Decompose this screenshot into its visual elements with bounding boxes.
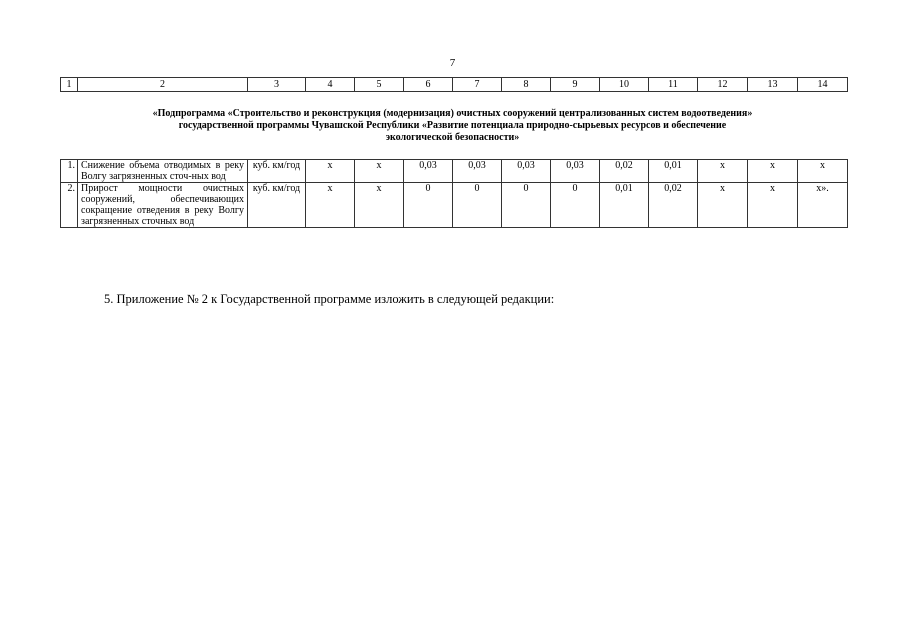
value-cell: 0 [551, 183, 600, 228]
column-number: 2 [78, 78, 248, 92]
value-cell: 0,03 [502, 160, 551, 183]
value-cell: x [748, 160, 798, 183]
column-number: 1 [61, 78, 78, 92]
column-number: 14 [798, 78, 848, 92]
column-number: 4 [306, 78, 355, 92]
column-number: 13 [748, 78, 798, 92]
value-cell: 0 [453, 183, 502, 228]
column-number: 9 [551, 78, 600, 92]
column-number: 10 [600, 78, 649, 92]
indicator-name: Прирост мощности очистных сооружений, обеспечивающих сокращение отведения в реку Волгу загрязненных сточных вод [78, 183, 248, 228]
value-cell: x [698, 160, 748, 183]
value-cell: 0,03 [551, 160, 600, 183]
column-number: 5 [355, 78, 404, 92]
column-number: 11 [649, 78, 698, 92]
table-row [61, 183, 848, 228]
row-number: 1. [61, 160, 78, 183]
subprogram-title [80, 108, 825, 144]
value-cell: 0,02 [600, 160, 649, 183]
value-cell: x [355, 160, 404, 183]
value-cell: x [798, 160, 848, 183]
table-row [61, 160, 848, 183]
value-cell: 0,03 [404, 160, 453, 183]
value-cell: x [306, 160, 355, 183]
column-number: 3 [248, 78, 306, 92]
page-number: 7 [449, 57, 456, 69]
column-number: 8 [502, 78, 551, 92]
column-number: 12 [698, 78, 748, 92]
column-number-header [60, 77, 848, 92]
subprogram-title-line: экологической безопасности» [385, 132, 520, 143]
unit-cell: куб. км/год [248, 160, 306, 183]
value-cell: 0 [502, 183, 551, 228]
unit-cell: куб. км/год [248, 183, 306, 228]
subprogram-title-line: «Подпрограмма «Строительство и реконструкция (модернизация) очистных сооружений централизованных систем водоотведения» [152, 108, 753, 119]
value-cell: 0,03 [453, 160, 502, 183]
indicator-name: Снижение объема отводимых в реку Волгу загрязненных сточ-ных вод [78, 160, 248, 183]
header-row [61, 78, 848, 92]
value-cell: 0,01 [649, 160, 698, 183]
subprogram-title-line: государственной программы Чувашской Республики «Развитие потенциала природно-сырьевых ресурсов и обеспечение [178, 120, 727, 131]
value-cell: 0 [404, 183, 453, 228]
value-cell: x [355, 183, 404, 228]
value-cell: 0,01 [600, 183, 649, 228]
row-number: 2. [61, 183, 78, 228]
value-cell: 0,02 [649, 183, 698, 228]
column-number: 6 [404, 78, 453, 92]
column-number: 7 [453, 78, 502, 92]
indicator-table [60, 159, 848, 228]
value-cell: x [306, 183, 355, 228]
body-paragraph: 5. Приложение № 2 к Государственной программе изложить в следующей редакции: [104, 292, 555, 306]
value-cell: x [698, 183, 748, 228]
value-cell: x». [798, 183, 848, 228]
value-cell: x [748, 183, 798, 228]
